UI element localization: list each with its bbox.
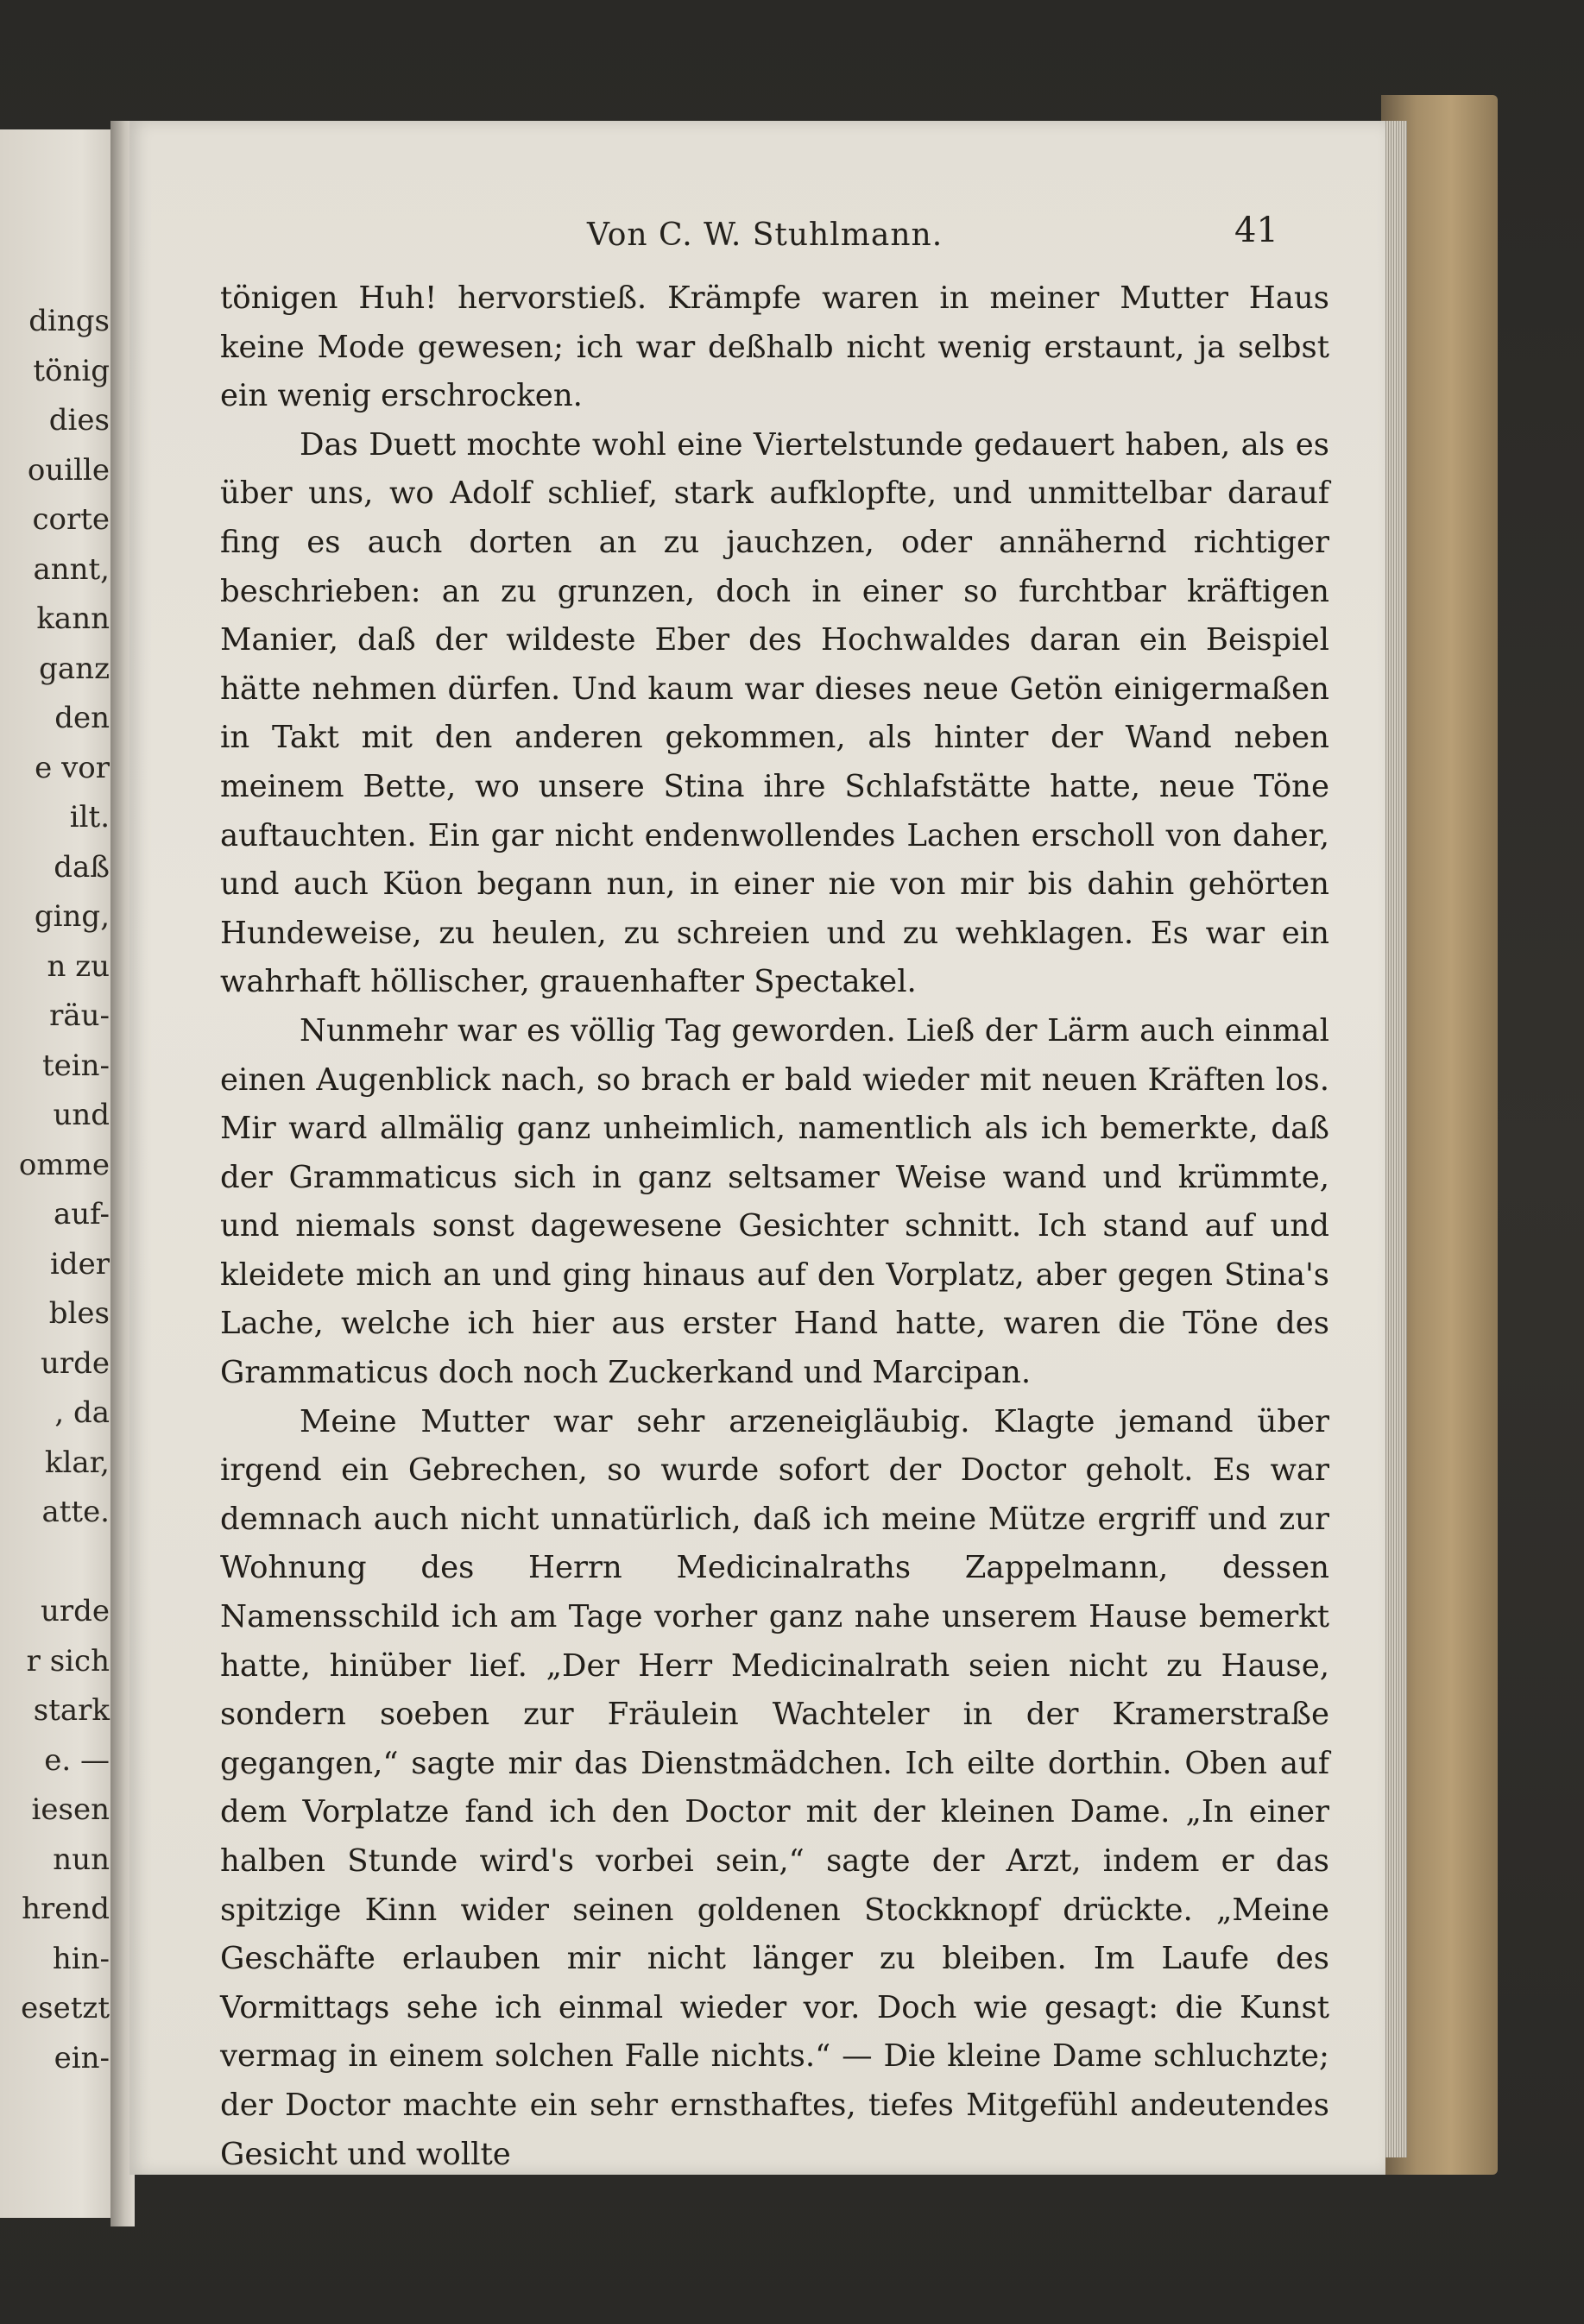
previous-page-fragment: kann xyxy=(36,601,110,636)
page-number: 41 xyxy=(1234,211,1278,250)
paragraph: tönigen Huh! hervorstieß. Krämpfe waren in meiner Mutter Haus keine Mode gewesen; ich war deßhalb nicht wenig erstaunt, ja selbst ein wenig erschrocken. xyxy=(220,280,1329,414)
previous-page-fragment: und xyxy=(53,1098,110,1132)
previous-page-fragment: tönig xyxy=(33,353,110,388)
previous-page-fragment: auf- xyxy=(53,1197,110,1231)
previous-page-fragment: ilt. xyxy=(69,800,110,834)
previous-page-fragment: atte. xyxy=(41,1495,110,1529)
paragraph: Nunmehr war es völlig Tag geworden. Ließ der Lärm auch einmal einen Augenblick nach, so brach er bald wieder mit neuen Kräften los. Mir ward allmälig ganz unheimlich, namentlich als ich bemerkte, daß der Grammaticus sich in ganz seltsamer Weise wand und krümmte, und niemals sonst dagewesene Gesichter schnitt. Ich stand auf und kleidete mich an und ging hinaus auf den Vorplatz, aber gegen Stina's Lache, welche ich hier aus erster Hand hatte, waren die Töne des Grammaticus doch noch Zuckerkand und Marcipan. xyxy=(220,1012,1329,1391)
previous-page-fragment: esetzt xyxy=(21,1991,110,2025)
running-head: Von C. W. Stuhlmann. xyxy=(587,217,943,253)
book-page xyxy=(129,121,1385,2175)
previous-page-edge xyxy=(0,129,117,2218)
previous-page-fragment: hrend xyxy=(22,1892,110,1926)
previous-page-fragment: e vor xyxy=(35,750,110,785)
previous-page-fragment: räu- xyxy=(49,998,110,1033)
previous-page-fragment: ging, xyxy=(34,899,110,934)
previous-page-fragment: ouille xyxy=(27,452,110,488)
previous-page-fragment: klar, xyxy=(44,1445,110,1480)
previous-page-fragment: daß xyxy=(54,849,110,885)
previous-page-fragment: corte xyxy=(32,502,110,537)
previous-page-fragment: stark xyxy=(33,1693,110,1728)
previous-page-fragment: omme xyxy=(18,1147,110,1182)
previous-page-fragment: r sich xyxy=(26,1643,110,1678)
previous-page-fragment: ein- xyxy=(54,2040,110,2075)
previous-page-fragment: , da xyxy=(54,1395,110,1430)
previous-page-fragment: urde xyxy=(40,1345,110,1381)
previous-page-fragment: urde xyxy=(40,1594,110,1628)
previous-page-fragment: ider xyxy=(49,1246,110,1282)
paragraph: Meine Mutter war sehr arzeneigläubig. Klagte jemand über irgend ein Gebrechen, so wurde sofort der Doctor geholt. Es war demnach auch nicht unnatürlich, daß ich meine Mütze ergriff und zur Wohnung des Herrn Medicinalraths Zappelmann, dessen Namensschild ich am Tage vorher ganz nahe unserem Hause bemerkt hatte, hinüber lief. „Der Herr Medicinalrath seien nicht zu Hause, sondern soeben zur Fräulein Wachteler in der Kramerstraße gegangen,“ sagte mir das Dienstmädchen. Ich eilte dorthin. Oben auf dem Vorplatze fand ich den Doctor mit der kleinen Dame. „In einer halben Stunde wird's vorbei sein,“ sagte der Arzt, indem er das spitzige Kinn wider seinen goldenen Stockknopf drückte. „Meine Geschäfte erlauben mir nicht länger zu bleiben. Im Laufe des Vormittags sehe ich einmal wieder vor. Doch wie gesagt: die Kunst vermag in einem solchen Falle nichts.“ — Die kleine Dame schluchzte; der Doctor machte ein sehr ernsthaftes, tiefes Mitgefühl andeutendes Gesicht und wollte xyxy=(220,1403,1329,2172)
previous-page-fragment: e. — xyxy=(44,1742,110,1778)
previous-page-fragment: iesen xyxy=(31,1792,110,1827)
previous-page-fragment: nun xyxy=(53,1842,110,1877)
previous-page-fragment: bles xyxy=(48,1296,110,1331)
previous-page-fragment: dings xyxy=(28,304,110,338)
previous-page-fragment: den xyxy=(54,701,110,735)
previous-page-fragment: tein- xyxy=(41,1048,110,1083)
previous-page-fragment: n zu xyxy=(47,948,110,984)
body-text xyxy=(220,274,1329,2179)
previous-page-fragment: ganz xyxy=(39,651,110,686)
paragraph: Das Duett mochte wohl eine Viertelstunde gedauert haben, als es über uns, wo Adolf schlief, stark aufklopfte, und unmittelbar darauf fing es auch dorten an zu jauchzen, oder annähernd richtiger beschrieben: an zu grunzen, doch in einer so furchtbar kräftigen Manier, daß der wildeste Eber des Hochwaldes daran ein Beispiel hätte nehmen dürfen. Und kaum war dieses neue Getön einigermaßen in Takt mit den anderen gekommen, als hinter der Wand neben meinem Bette, wo unsere Stina ihre Schlafstätte hatte, neue Töne auftauchten. Ein gar nicht endenwollendes Lachen erscholl von daher, und auch Küon begann nun, in einer nie von mir bis dahin gehörten Hundeweise, zu heulen, zu schreien und zu wehklagen. Es war ein wahrhaft höllischer, grauenhafter Spectakel. xyxy=(220,426,1329,1000)
previous-page-fragment: hin- xyxy=(52,1941,110,1976)
previous-page-fragment: annt, xyxy=(33,551,110,587)
previous-page-fragment: dies xyxy=(48,403,110,438)
